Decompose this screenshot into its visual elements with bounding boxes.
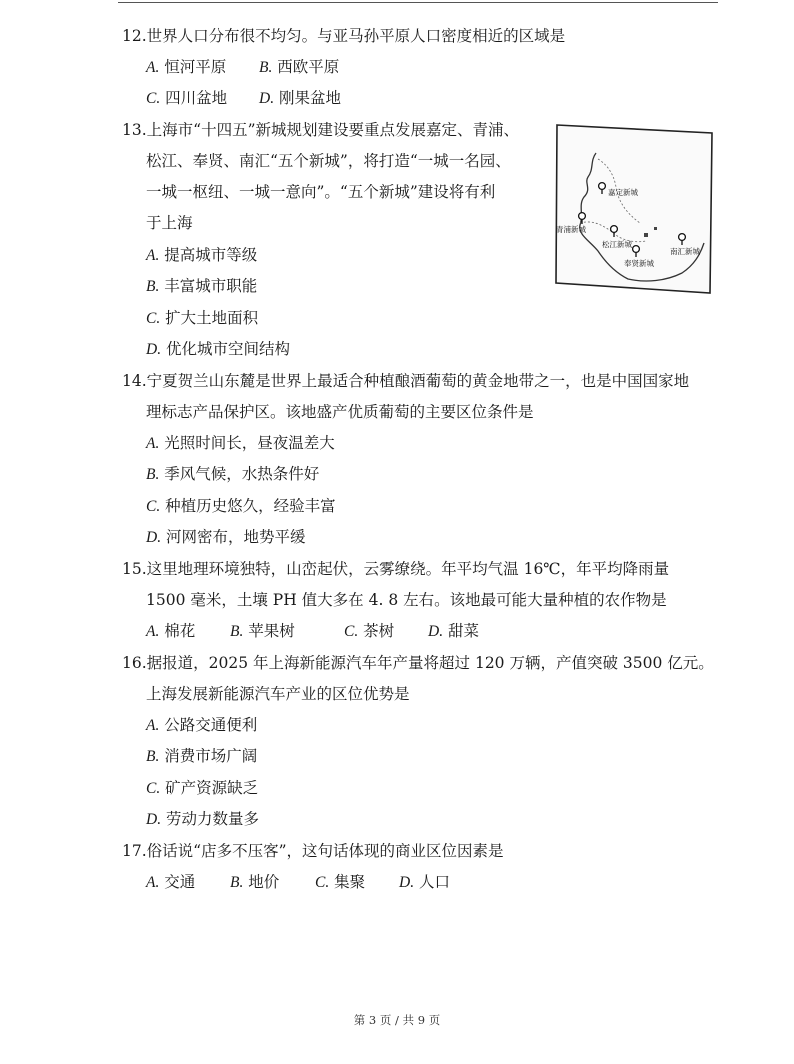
q16-option-a: A. 公路交通便利 (146, 716, 258, 734)
q16-option-b: B. 消费市场广阔 (146, 747, 258, 765)
q13-option-c: C. 扩大土地面积 (146, 309, 259, 327)
page-footer: 第 3 页 / 共 9 页 (353, 1013, 441, 1027)
map-label-nanhui: 南汇新城 (670, 247, 700, 256)
q16-option-c: C. 矿产资源缺乏 (146, 779, 259, 797)
q13-option-b: B. 丰富城市职能 (146, 277, 258, 295)
q14-option-d: D. 河网密布，地势平缓 (146, 528, 306, 546)
q17-option-c: C. 集聚 (315, 873, 366, 891)
q16-option-d: D. 劳动力数量多 (146, 810, 260, 828)
q15-stem-line-1: 15.这里地理环境独特，山峦起伏，云雾缭绕。年平均气温 16℃，年平均降雨量 (122, 560, 670, 578)
q12-option-c: C. 四川盆地 (146, 89, 228, 107)
q15-option-c: C. 茶树 (344, 622, 395, 640)
q17-option-a: A. 交通 (146, 873, 196, 891)
q13-stem-line-3: 一城一枢纽、一城一意向”。“五个新城”建设将有利 (146, 183, 496, 201)
q12-option-a: A. 恒河平原 (146, 58, 227, 76)
q12-option-b: B. 西欧平原 (259, 58, 340, 76)
map-label-fengxian: 奉贤新城 (624, 259, 654, 268)
q14-option-c: C. 种植历史悠久，经验丰富 (146, 497, 336, 515)
q13-stem-line-1: 13.上海市“十四五”新城规划建设要重点发展嘉定、青浦、 (122, 121, 520, 139)
q16-stem-line-2: 上海发展新能源汽车产业的区位优势是 (146, 685, 410, 703)
q14-stem-line-2: 理标志产品保护区。该地盛产优质葡萄的主要区位条件是 (146, 403, 534, 421)
q14-stem-line-1: 14.宁夏贺兰山东麓是世界上最适合种植酿酒葡萄的黄金地带之一，也是中国国家地 (122, 372, 690, 390)
map-label-qingpu: 青浦新城 (556, 225, 586, 234)
q15-option-d: D. 甜菜 (428, 622, 480, 640)
q17-stem: 17.俗话说“店多不压客”，这句话体现的商业区位因素是 (122, 842, 504, 860)
q13-stem-line-2: 松江、奉贤、南汇“五个新城”，将打造“一城一名园、 (146, 152, 511, 170)
shanghai-new-cities-map (554, 123, 714, 295)
q15-stem-line-2: 1500 毫米，土壤 PH 值大多在 4. 8 左右。该地最可能大量种植的农作物是 (146, 591, 667, 609)
header-rule (118, 2, 718, 3)
q17-option-b: B. 地价 (230, 873, 280, 891)
q15-option-b: B. 苹果树 (230, 622, 295, 640)
q12-option-d: D. 刚果盆地 (259, 89, 342, 107)
q13-option-d: D. 优化城市空间结构 (146, 340, 291, 358)
q16-stem-line-1: 16.据报道，2025 年上海新能源汽车年产量将超过 120 万辆，产值突破 3500 亿元。 (122, 654, 714, 672)
q13-option-a: A. 提高城市等级 (146, 246, 258, 264)
q14-option-a: A. 光照时间长，昼夜温差大 (146, 434, 335, 452)
q14-option-b: B. 季风气候，水热条件好 (146, 465, 320, 483)
map-label-songjiang: 松江新城 (602, 240, 632, 249)
q13-stem-line-4: 于上海 (146, 214, 193, 232)
q15-option-a: A. 棉花 (146, 622, 196, 640)
q12-stem: 12.世界人口分布很不均匀。与亚马孙平原人口密度相近的区域是 (122, 27, 566, 45)
q17-option-d: D. 人口 (399, 873, 451, 891)
map-label-jiading: 嘉定新城 (608, 188, 638, 197)
